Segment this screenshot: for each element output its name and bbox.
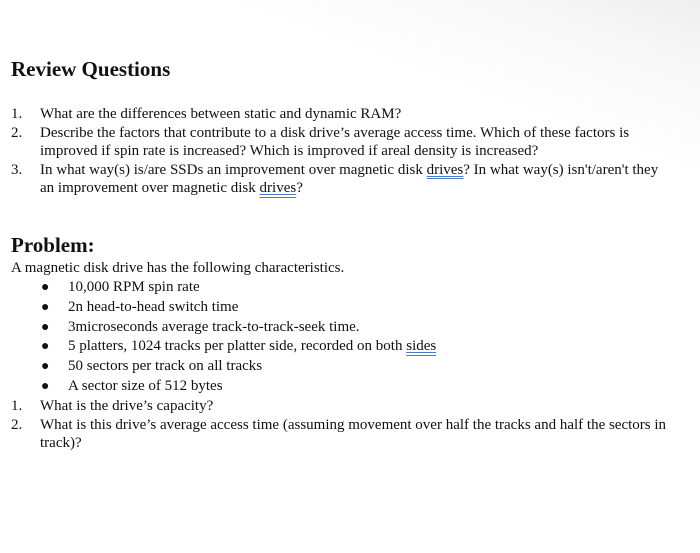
bullet-icon: ● — [41, 378, 50, 394]
question-text: Describe the factors that contribute to a disk drive’s average access time. Which of these factors is improved if spin rate is increased? Which is improved if areal density is increased? — [40, 124, 630, 159]
review-questions-list — [0, 105, 670, 198]
review-question-3 — [0, 161, 670, 198]
question-text: What are the differences between static and dynamic RAM? — [40, 106, 402, 122]
question-text-part: In what way(s) is/are SSDs an improvement over magnetic disk — [40, 161, 427, 178]
question-text: What is the drive’s capacity? — [40, 398, 214, 414]
spellcheck-flagged-word[interactable]: drives — [259, 180, 297, 196]
list-number: 1. — [11, 398, 23, 414]
characteristic-item: ● 2n head-to-head switch time — [0, 298, 436, 318]
characteristic-item: ● 3microseconds average track-to-track-seek time. — [0, 318, 436, 338]
list-number: 2. — [11, 124, 23, 141]
question-text: What is this drive’s average access time (assuming movement over half the tracks and half the sectors in track)? — [40, 416, 667, 451]
characteristic-item: ● A sector size of 512 bytes — [0, 377, 436, 397]
bullet-icon: ● — [41, 280, 50, 295]
question-text-part: ? In what way(s) isn't/aren't they an improvement over magnetic disk — [40, 161, 659, 196]
problem-heading: Problem: — [11, 233, 95, 257]
review-question-1 — [0, 105, 670, 124]
bullet-icon: ● — [41, 299, 50, 315]
review-questions-heading: Review Questions — [11, 57, 171, 81]
spellcheck-flagged-word[interactable]: sides — [406, 338, 437, 355]
problem-question-2 — [0, 416, 670, 453]
question-text-part: ? — [296, 180, 303, 196]
problem-questions-list — [0, 397, 670, 453]
problem-intro: A magnetic disk drive has the following characteristics. — [11, 260, 345, 276]
characteristics-list — [0, 278, 436, 397]
characteristic-item: ● 10,000 RPM spin rate — [0, 278, 436, 298]
bullet-icon: ● — [41, 339, 50, 355]
problem-question-1 — [0, 397, 670, 416]
list-number: 3. — [11, 161, 23, 178]
list-number: 1. — [11, 106, 23, 122]
bullet-icon: ● — [41, 359, 50, 375]
list-number: 2. — [11, 416, 23, 433]
spellcheck-flagged-word[interactable]: drives — [426, 161, 464, 178]
characteristic-item: ● 5 platters, 1024 tracks per platter side, recorded on both sides — [0, 337, 436, 357]
characteristic-item: ● 50 sectors per track on all tracks — [0, 357, 436, 377]
bullet-icon: ● — [41, 319, 50, 335]
review-question-2 — [0, 124, 670, 161]
